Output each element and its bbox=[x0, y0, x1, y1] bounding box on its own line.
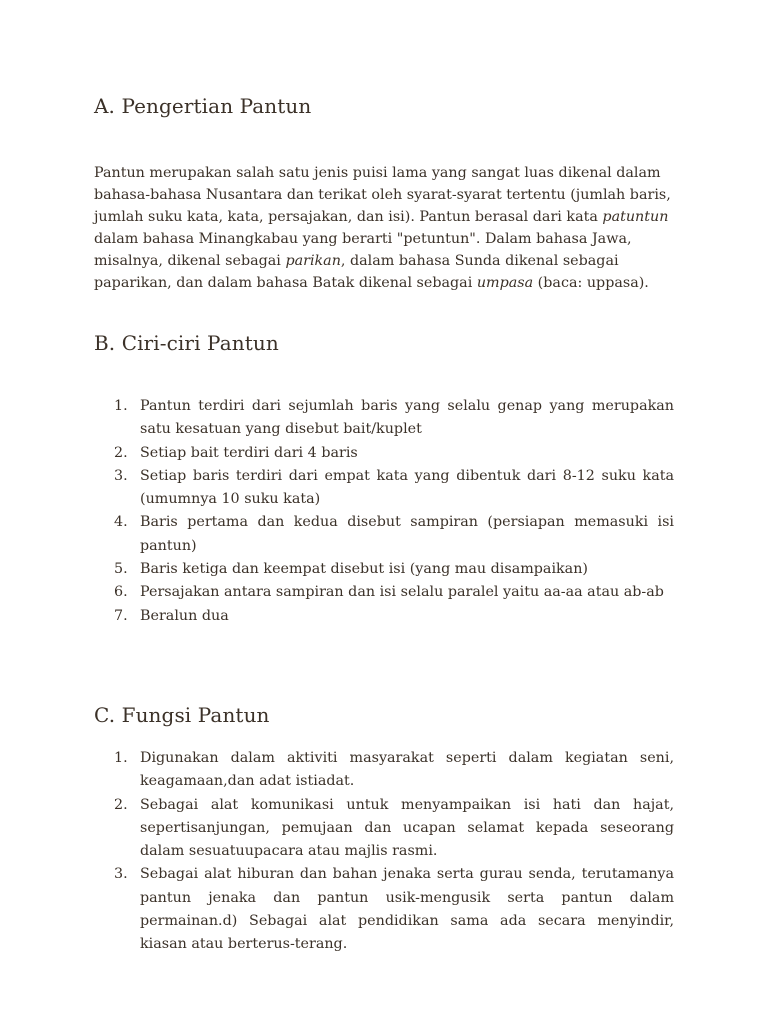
list-item-text: Setiap baris terdiri dari empat kata yang dibentuk dari 8-12 suku kata (umumnya 10 suku kata) bbox=[140, 467, 674, 508]
list-item-text: Beralun dua bbox=[140, 607, 229, 624]
heading-pengertian: A. Pengertian Pantun bbox=[94, 94, 312, 118]
list-item bbox=[94, 863, 674, 956]
para-text-1: Pantun merupakan salah satu jenis puisi lama yang sangat luas dikenal dalam bahasa-bahasa Nusantara dan terikat oleh syarat-syarat tertentu (jumlah baris, jumlah suku kata, kata, persajakan, dan isi). Pantun berasal dari kata bbox=[94, 165, 671, 225]
list-item bbox=[94, 395, 674, 442]
para-text-4: (baca: uppasa). bbox=[533, 275, 649, 291]
list-item-text: Pantun terdiri dari sejumlah baris yang selalu genap yang merupakan satu kesatuan yang disebut bait/kuplet bbox=[140, 398, 674, 438]
list-item-text: Digunakan dalam aktiviti masyarakat seperti dalam kegiatan seni, keagamaan,dan adat istiadat. bbox=[140, 750, 674, 790]
list-item bbox=[94, 581, 674, 604]
list-number: 4. bbox=[114, 514, 128, 531]
para-text-2: dalam bahasa Minangkabau yang berarti "petuntun". Dalam bahasa Jawa, misalnya, dikenal sebagai bbox=[94, 231, 632, 269]
heading-fungsi: C. Fungsi Pantun bbox=[94, 703, 270, 727]
para-text-3: , dalam bahasa Sunda dikenal sebagai paparikan, dan dalam bahasa Batak dikenal sebagai bbox=[94, 253, 619, 291]
term-parikan: parikan bbox=[285, 253, 341, 269]
list-item-text: Sebagai alat hiburan dan bahan jenaka serta gurau senda, terutamanya pantun jenaka dan pantun usik-mengusik serta pantun dalam permainan.d) Sebagai alat pendidikan sama ada secara menyindir, kiasan atau berterus-terang. bbox=[140, 866, 674, 953]
list-item-text: Baris ketiga dan keempat disebut isi (yang mau disampaikan) bbox=[140, 561, 588, 578]
list-number: 3. bbox=[114, 467, 128, 484]
list-fungsi bbox=[94, 747, 674, 957]
list-item bbox=[94, 442, 674, 465]
list-item bbox=[94, 605, 674, 628]
list-item-text: Persajakan antara sampiran dan isi selalu paralel yaitu aa-aa atau ab-ab bbox=[140, 584, 664, 601]
list-item bbox=[94, 511, 674, 558]
list-number: 3. bbox=[114, 866, 128, 883]
paragraph-pengertian bbox=[94, 162, 684, 294]
list-item bbox=[94, 794, 674, 864]
list-item bbox=[94, 558, 674, 581]
list-item-text: Baris pertama dan kedua disebut sampiran (persiapan memasuki isi pantun) bbox=[140, 514, 674, 554]
list-number: 6. bbox=[114, 584, 128, 601]
list-number: 2. bbox=[114, 796, 128, 813]
heading-ciri-ciri: B. Ciri-ciri Pantun bbox=[94, 331, 279, 355]
term-patuntun: patuntun bbox=[602, 209, 669, 225]
list-number: 1. bbox=[114, 398, 128, 414]
term-umpasa: umpasa bbox=[476, 275, 534, 291]
list-item bbox=[94, 465, 674, 512]
list-ciri-ciri bbox=[94, 395, 674, 628]
list-number: 7. bbox=[114, 607, 128, 624]
list-item-text: Sebagai alat komunikasi untuk menyampaikan isi hati dan hajat, sepertisanjungan, pemujaan dan ucapan selamat kepada seseorang dalam sesuatuupacara atau majlis rasmi. bbox=[140, 796, 674, 860]
list-item bbox=[94, 747, 674, 794]
list-number: 2. bbox=[114, 444, 128, 461]
list-number: 5. bbox=[114, 561, 128, 578]
list-number: 1. bbox=[114, 750, 128, 766]
list-item-text: Setiap bait terdiri dari 4 baris bbox=[140, 444, 358, 461]
